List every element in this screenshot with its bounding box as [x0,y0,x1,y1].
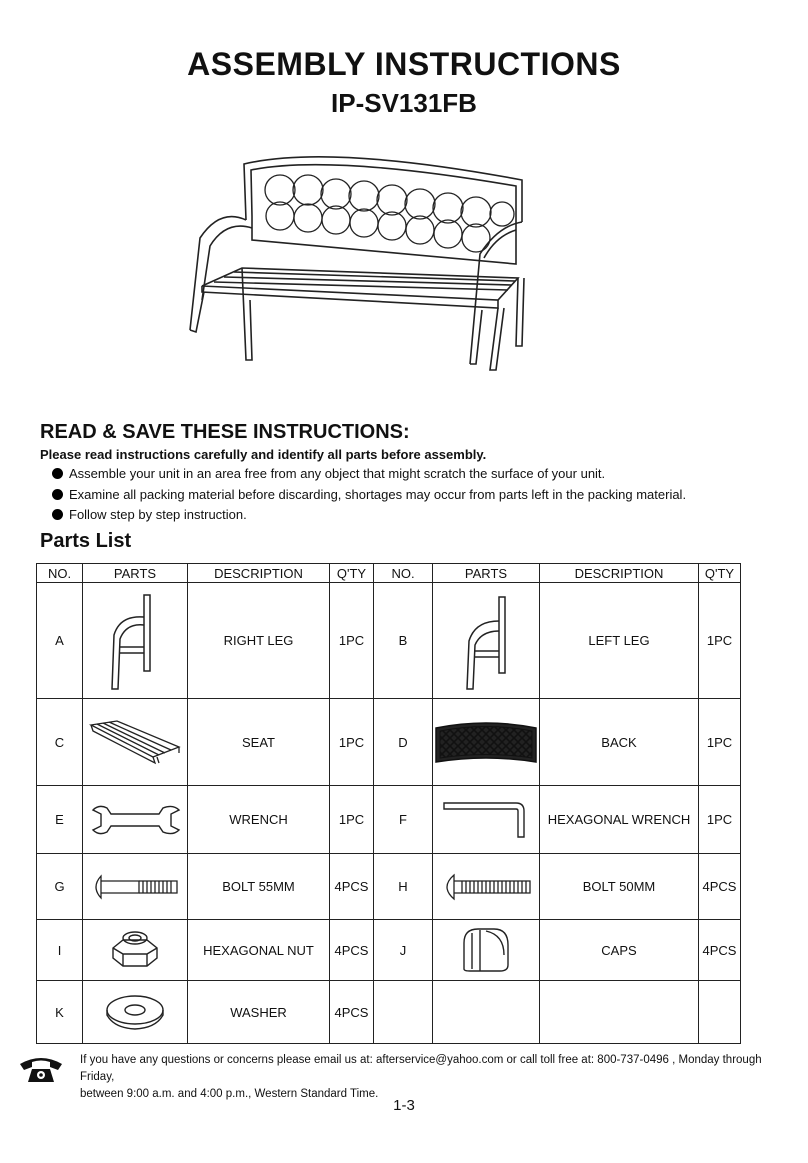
part-no: E [37,786,83,854]
page-number: 1-3 [393,1097,415,1114]
empty-cell [374,981,433,1044]
washer-icon [100,990,170,1034]
table-row [37,854,741,920]
part-description: WRENCH [188,786,330,854]
part-qty: 4PCS [699,854,741,920]
telephone-icon [18,1054,64,1084]
part-no: C [37,699,83,786]
part-description: CAPS [540,920,699,981]
part-image [433,920,540,981]
part-no: A [37,583,83,699]
seat-icon [87,717,183,767]
table-row [37,786,741,854]
contact-line: If you have any questions or concerns please email us at: afterservice@yahoo.com or call toll free at: 800-737-0496 , Monday through Friday, [80,1054,762,1083]
part-qty: 1PC [330,699,374,786]
bullet-dot-icon [52,489,63,500]
part-no: H [374,854,433,920]
parts-table [36,563,741,1044]
part-qty: 4PCS [699,920,741,981]
part-qty: 1PC [699,786,741,854]
part-qty: 1PC [330,786,374,854]
contact-text [80,1052,798,1103]
document-title: ASSEMBLY INSTRUCTIONS [187,46,621,82]
bullet-item: Examine all packing material before discarding, shortages may occur from parts left in the packing material. [52,485,686,506]
left-leg-icon [451,591,521,691]
cap-icon [456,925,516,975]
bench-illustration [180,150,540,375]
hex-nut-icon [105,928,165,972]
col-header: NO. [374,564,433,583]
part-description: BOLT 50MM [540,854,699,920]
parts-list-heading: Parts List [40,530,132,552]
part-no: F [374,786,433,854]
part-no: G [37,854,83,920]
part-description: LEFT LEG [540,583,699,699]
bullet-dot-icon [52,509,63,520]
col-header: PARTS [83,564,188,583]
bullet-dot-icon [52,468,63,479]
part-qty: 4PCS [330,920,374,981]
read-save-heading: READ & SAVE THESE INSTRUCTIONS: [40,421,410,443]
part-image [83,699,188,786]
col-header: Q'TY [699,564,741,583]
part-image [433,854,540,920]
part-description: RIGHT LEG [188,583,330,699]
empty-cell [540,981,699,1044]
part-image [83,920,188,981]
empty-cell [699,981,741,1044]
part-description: WASHER [188,981,330,1044]
part-no: I [37,920,83,981]
contact-line: between 9:00 a.m. and 4:00 p.m., Western Standard Time. [80,1088,379,1100]
part-image [433,699,540,786]
part-no: K [37,981,83,1044]
table-row [37,699,741,786]
bolt-55-icon [89,872,181,902]
part-image [83,786,188,854]
part-description: SEAT [188,699,330,786]
part-no: J [374,920,433,981]
col-header: DESCRIPTION [540,564,699,583]
part-description: HEXAGONAL NUT [188,920,330,981]
bullet-item: Assemble your unit in an area free from any object that might scratch the surface of your unit. [52,464,686,485]
table-row [37,920,741,981]
col-header: DESCRIPTION [188,564,330,583]
part-description: HEXAGONAL WRENCH [540,786,699,854]
table-row [37,981,741,1044]
table-row [37,583,741,699]
back-panel-icon [434,718,538,766]
table-header-row [37,564,741,583]
empty-cell [433,981,540,1044]
part-description: BOLT 55MM [188,854,330,920]
col-header: Q'TY [330,564,374,583]
part-image [433,786,540,854]
part-description: BACK [540,699,699,786]
part-image [83,981,188,1044]
part-no: D [374,699,433,786]
bullet-item: Follow step by step instruction. [52,505,686,526]
hex-key-icon [438,797,534,843]
part-no: B [374,583,433,699]
wrench-icon [89,800,181,840]
read-save-subheading: Please read instructions carefully and identify all parts before assembly. [40,447,487,462]
bolt-50-icon [438,872,534,902]
right-leg-icon [100,591,170,691]
part-image [83,854,188,920]
part-qty: 1PC [699,699,741,786]
model-number: IP-SV131FB [331,88,477,118]
part-qty: 4PCS [330,854,374,920]
part-image [433,583,540,699]
part-qty: 4PCS [330,981,374,1044]
part-qty: 1PC [330,583,374,699]
part-qty: 1PC [699,583,741,699]
part-image [83,583,188,699]
col-header: NO. [37,564,83,583]
col-header: PARTS [433,564,540,583]
instruction-bullets [52,464,686,526]
